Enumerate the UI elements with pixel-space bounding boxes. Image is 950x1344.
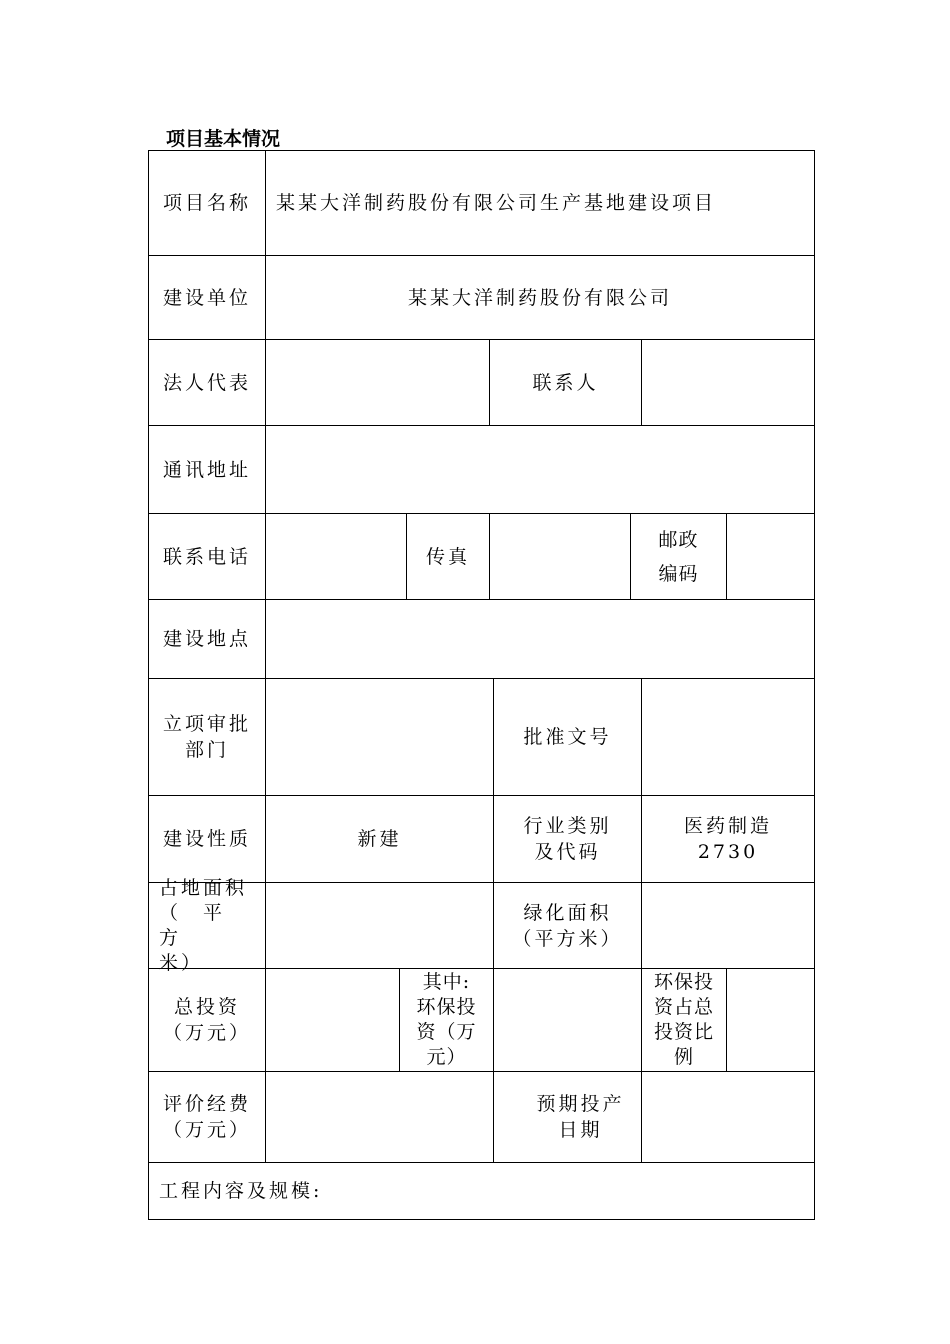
- investment-value: [265, 968, 400, 1072]
- env-investment-label-line4: 元）: [426, 1046, 467, 1068]
- postcode-label-line1: 邮政: [658, 528, 699, 551]
- green-area-value: [641, 882, 815, 969]
- fax-value: [489, 513, 631, 600]
- postcode-value: [726, 513, 815, 600]
- industry-label-line2: 及代码: [534, 841, 601, 863]
- env-investment-label-line1: 其中:: [422, 971, 471, 993]
- env-ratio-label-line3: 投资比: [653, 1021, 714, 1043]
- industry-value-name: 医药制造: [683, 815, 772, 837]
- scope-label: 工程内容及规模:: [148, 1162, 815, 1220]
- industry-label: [493, 795, 642, 883]
- industry-value-code: 2730: [697, 841, 759, 863]
- nature-value: 新建: [265, 795, 494, 883]
- production-date-value: [641, 1071, 815, 1163]
- env-ratio-label-line2: 资占总: [653, 996, 714, 1018]
- fee-label-line2: （万元）: [162, 1119, 251, 1141]
- site-label: 建设地点: [148, 599, 266, 679]
- address-value: [265, 425, 815, 514]
- investment-label-line1: 总投资: [173, 996, 240, 1018]
- fee-label: [148, 1071, 266, 1163]
- postcode-label: [630, 513, 727, 600]
- green-area-label-line2: （平方米）: [512, 927, 623, 950]
- env-investment-label: [399, 968, 494, 1072]
- approval-label-line2: 部门: [184, 739, 229, 761]
- legal-rep-label: 法人代表: [148, 339, 266, 426]
- contact-label: 联系人: [489, 339, 642, 426]
- phone-label: 联系电话: [148, 513, 266, 600]
- investment-label-line2: （万元）: [162, 1022, 251, 1044]
- project-name-label: 项目名称: [148, 150, 266, 256]
- project-name-value: 某某大洋制药股份有限公司生产基地建设项目: [265, 150, 815, 256]
- env-ratio-label: [641, 968, 727, 1072]
- area-label: [148, 876, 266, 974]
- industry-value: [641, 795, 815, 883]
- builder-label: 建设单位: [148, 255, 266, 340]
- env-ratio-label-line4: 例: [673, 1046, 694, 1068]
- industry-label-line1: 行业类别: [523, 815, 612, 837]
- green-area-label-line1: 绿化面积: [523, 901, 612, 924]
- address-label: 通讯地址: [148, 425, 266, 514]
- phone-value: [265, 513, 407, 600]
- postcode-label-line2: 编码: [658, 562, 699, 585]
- fee-label-line1: 评价经费: [162, 1093, 251, 1115]
- production-date-label-line1: 预期投产: [536, 1093, 625, 1115]
- env-ratio-value: [726, 968, 815, 1072]
- legal-rep-value: [265, 339, 490, 426]
- fax-label: 传真: [406, 513, 490, 600]
- site-value: [265, 599, 815, 679]
- area-label-line2: （ 平 方: [159, 901, 248, 949]
- contact-value: [641, 339, 815, 426]
- area-label-line1: 占地面积: [159, 876, 248, 899]
- section-heading: 项目基本情况: [166, 128, 281, 150]
- env-investment-value: [493, 968, 642, 1072]
- approval-doc-label: 批准文号: [493, 678, 642, 796]
- nature-label: 建设性质: [148, 795, 266, 883]
- env-investment-label-line3: 资（万: [416, 1021, 477, 1043]
- green-area-label: [493, 882, 642, 969]
- approval-value: [265, 678, 494, 796]
- env-ratio-label-line1: 环保投: [653, 971, 714, 993]
- area-label-line3: 米）: [159, 951, 204, 974]
- production-date-label-line2: 日期: [558, 1119, 603, 1141]
- area-value: [265, 882, 494, 969]
- production-date-label: [493, 1071, 642, 1163]
- investment-label: [148, 968, 266, 1072]
- approval-label-line1: 立项审批: [162, 713, 251, 735]
- approval-doc-value: [641, 678, 815, 796]
- env-investment-label-line2: 环保投: [416, 996, 477, 1018]
- approval-label: [148, 678, 266, 796]
- builder-value: 某某大洋制药股份有限公司: [265, 255, 815, 340]
- fee-value: [265, 1071, 494, 1163]
